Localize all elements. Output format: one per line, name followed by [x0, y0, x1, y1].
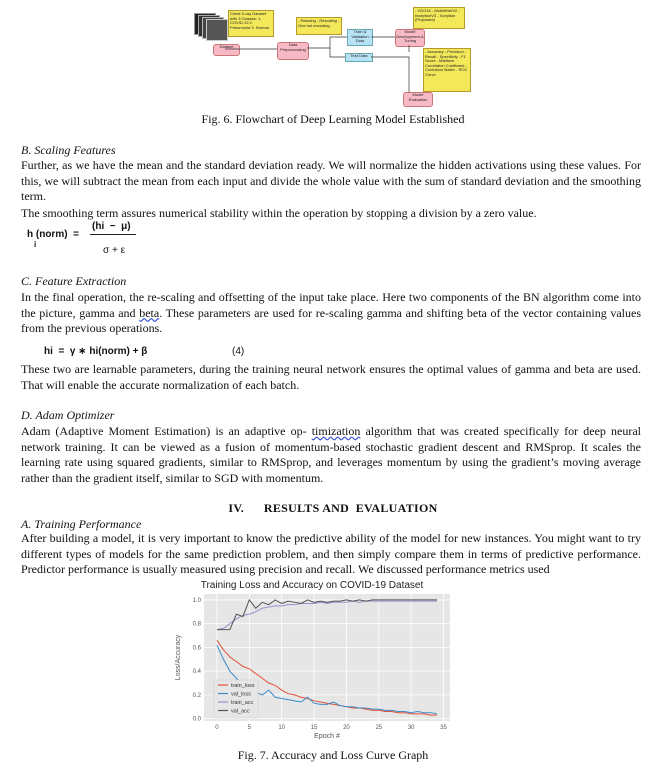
eq-lhs: h (norm) = [27, 229, 79, 240]
model-note: - VGG16 - MobileNetV2 - InceptionV3 - Xception (Proposed) [413, 7, 465, 29]
resize-note: - Resizing - Rescaling - One hot encoding [296, 17, 342, 35]
y-tick-label: 1.0 [192, 597, 201, 604]
y-tick-label: 0.4 [192, 669, 201, 676]
spelling-flag-timization: timization [311, 424, 361, 438]
section-c-text-b: . These parameters are used for re-scaling gamma and shifting beta of the vector containing values from the previous operations. [21, 305, 642, 335]
x-tick-label: 35 [440, 725, 447, 731]
y-axis-label: Loss/Accuracy [175, 634, 182, 681]
legend-label-train-acc: train_acc [231, 700, 254, 706]
x-tick-label: 15 [310, 725, 318, 731]
dataset-note: Chest X-ray Dataset with 3 Classes: 1. COVID-19 2. Pneumonia 3. Normal [228, 10, 274, 37]
legend-label-train-loss: train_loss [231, 683, 255, 689]
x-tick-label: 0 [215, 725, 219, 731]
section-d-title: D. Adam Optimizer [21, 408, 115, 422]
chart-title: Training Loss and Accuracy on COVID-19 Dataset [200, 580, 424, 591]
section-b-title: B. Scaling Features [21, 143, 116, 157]
dataset-node: Dataset [213, 44, 240, 56]
legend-label-val-loss: val_loss [231, 691, 251, 698]
flowchart [190, 2, 475, 106]
section-d-text-a: Adam (Adaptive Moment Estimation) is an adaptive op- [21, 424, 312, 438]
section-b-para-2: The smoothing term assures numerical stability within the operation by stopping a division by a zero value. [21, 206, 537, 220]
x-tick-label: 30 [407, 725, 415, 731]
y-tick-label: 0.0 [192, 716, 201, 723]
model-evaluation-node: Model Evaluation [403, 92, 433, 107]
section-b-para-1: Further, as we have the mean and the standard deviation ready. We will normalize the hidden activations using these values. For this, we will subtract the mean from each input and divide the whole value with the sum of standard deviation and the smoothing term. [21, 158, 641, 203]
x-tick-label: 10 [278, 725, 286, 731]
section-c-para-1 [21, 290, 641, 337]
x-tick-label: 5 [247, 725, 251, 731]
section-c-text-a: In the final operation, the re-scaling and offsetting of the input take place. Here two components of the BN algorithm come into the picture, gamma and [21, 290, 641, 320]
section-c-title: C. Feature Extraction [21, 274, 127, 288]
eq-subscript: i [34, 240, 37, 249]
section-iv-heading: IV. RESULTS AND EVALUATION [228, 501, 438, 515]
section-d-para-1 [21, 424, 641, 486]
equation-normalization [27, 220, 227, 256]
training-chart [168, 580, 456, 746]
y-tick-label: 0.6 [192, 645, 201, 652]
section-iv-para-1: After building a model, it is very important to know the predictive ability of the model for new instances. You might want to try different types of models for the same prediction problem, and then simply compare them in terms of predictive performance. Predictor performance is usually measured using precision and recall. We discussed performance metrics used [21, 531, 641, 576]
preprocessing-node: Data Preprocessing [277, 42, 309, 60]
fig6-caption: Fig. 6. Flowchart of Deep Learning Model Established [201, 112, 465, 126]
section-iv-a-title: A. Training Performance [21, 517, 142, 531]
eq-fraction-bar [90, 234, 136, 235]
chart-canvas [168, 580, 456, 746]
spelling-flag-beta: beta [139, 305, 160, 320]
equation-number: (4) [232, 346, 245, 357]
equation-rescale: hi = γ ∗ hi(norm) + β [44, 346, 148, 357]
train-validation-node: Train & Validation Data [347, 29, 373, 46]
eq-denominator: σ + ε [103, 245, 126, 256]
section-c-para-2: These two are learnable parameters, during the training neural network ensures the optimal values of gamma and beta are used. That will enable the accurate normalization of each batch. [21, 362, 641, 392]
x-tick-label: 20 [343, 725, 350, 731]
section-d-text-b: algorithm that was created specifically for deep neural network training. It can be viewed as a fusion of momentum-based stochastic gradient descent and RMSprop. It scales the learning rate using squared gradients, similar to RMSprop, and leverages momentum by using the gradient’s moving average rather than the gradient itself, similar to SGD with momentum. [21, 424, 641, 485]
x-tick-label: 25 [375, 725, 383, 731]
test-data-node: Test Data [345, 53, 373, 62]
flowchart-arrows [190, 2, 475, 106]
y-tick-label: 0.8 [192, 621, 201, 628]
legend-label-val-acc: val_acc [231, 708, 250, 715]
x-axis-label: Epoch # [314, 733, 340, 740]
metrics-note: - Accuracy - Precision - Recall - Specificity - F1 Score - Matthew Correlation Coefficient - Confusion Matrix - ROC Curve [423, 48, 471, 92]
model-development-node: Model Development & Tuning [395, 29, 425, 47]
fig7-caption: Fig. 7. Accuracy and Loss Curve Graph [237, 748, 429, 762]
eq-numerator: (hi − μ) [92, 221, 131, 232]
y-tick-label: 0.2 [192, 692, 201, 699]
